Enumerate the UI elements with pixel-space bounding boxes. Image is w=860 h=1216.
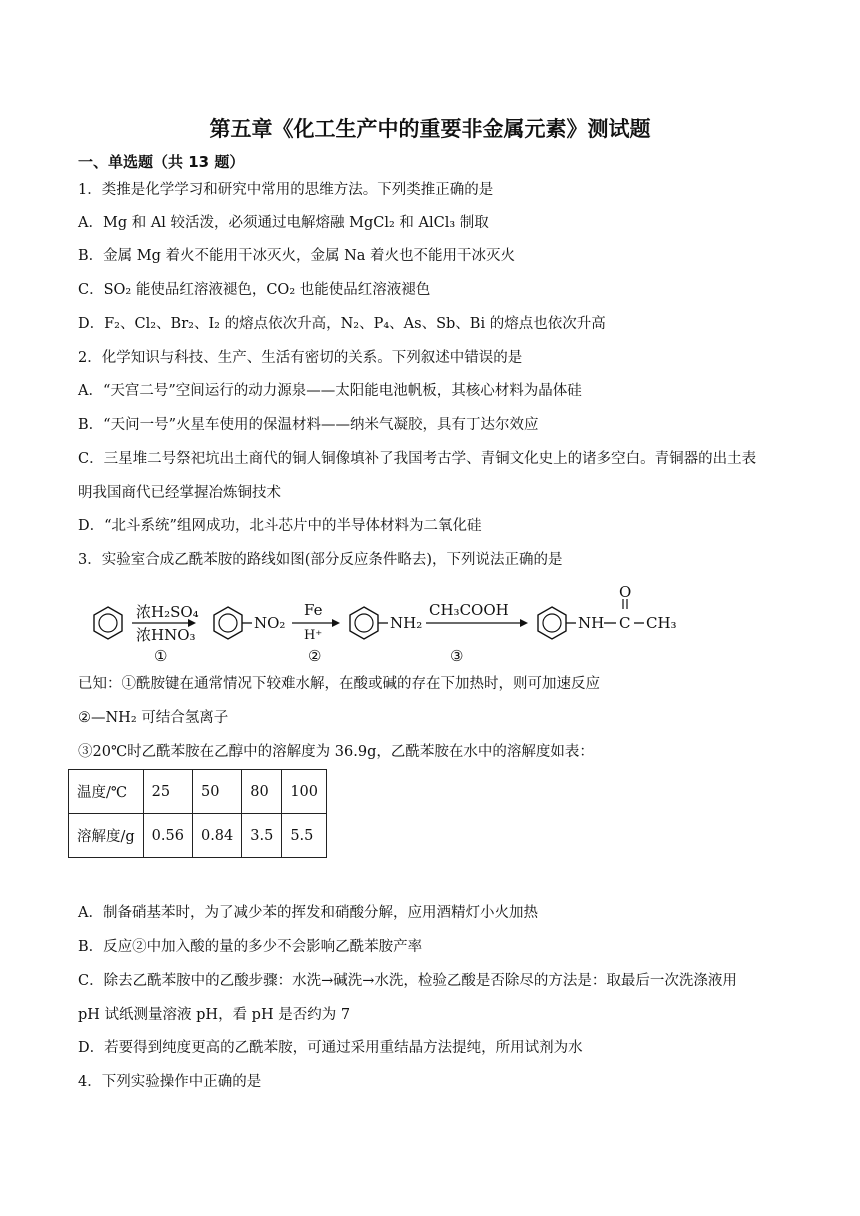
table-cell: 80: [242, 770, 282, 814]
table-cell: 100: [282, 770, 327, 814]
q1-stem: 1．类推是化学学习和研究中常用的思维方法。下列类推正确的是: [78, 182, 494, 198]
benzene-ring-1: [94, 607, 122, 639]
benzene-ring-3: [350, 607, 378, 639]
q2-option-d: D．“北斗系统”组网成功，北斗芯片中的半导体材料为二氧化硅: [78, 518, 482, 534]
q3-known-2: ②—NH₂ 可结合氢离子: [78, 710, 229, 726]
nitro-group: NO₂: [254, 614, 286, 632]
step-1-label: ①: [154, 647, 168, 665]
q1-option-d: D．F₂、Cl₂、Br₂、I₂ 的熔点依次升高，N₂、P₄、As、Sb、Bi 的熔点也依次升高: [78, 316, 606, 332]
benzene-ring-4: [538, 607, 566, 639]
reagent-2-bottom: H⁺: [304, 628, 323, 643]
q1-option-b: B．金属 Mg 着火不能用干冰灭火，金属 Na 着火也不能用干冰灭火: [78, 248, 516, 264]
reagent-2-top: Fe: [304, 601, 323, 619]
table-cell: 溶解度/g: [69, 814, 144, 858]
q3-option-c-line1: C．除去乙酰苯胺中的乙酸步骤：水洗→碱洗→水洗，检验乙酸是否除尽的方法是：取最后一次洗涤液用: [78, 973, 737, 989]
q3-option-c-line2: pH 试纸测量溶液 pH，看 pH 是否约为 7: [78, 1007, 351, 1023]
table-cell: 0.56: [143, 814, 192, 858]
product-methyl: CH₃: [646, 614, 677, 632]
q1-option-a: A．Mg 和 Al 较活泼，必须通过电解熔融 MgCl₂ 和 AlCl₃ 制取: [78, 215, 489, 231]
page-title: 第五章《化工生产中的重要非金属元素》测试题: [209, 117, 651, 141]
q3-known-3: ③20℃时乙酰苯胺在乙醇中的溶解度为 36.9g，乙酰苯胺在水中的溶解度如表：: [78, 744, 594, 760]
product-carbonyl-o: O: [619, 585, 632, 601]
q2-option-c-line1: C．三星堆二号祭祀坑出土商代的铜人铜像填补了我国考古学、青铜文化史上的诸多空白。青铜器的出土表: [78, 451, 757, 467]
q3-option-a: A．制备硝基苯时，为了减少苯的挥发和硝酸分解，应用酒精灯小火加热: [78, 905, 538, 921]
q3-option-d: D．若要得到纯度更高的乙酰苯胺，可通过采用重结晶方法提纯，所用试剂为水: [78, 1040, 583, 1056]
solubility-table: [68, 769, 327, 858]
q3-stem: 3．实验室合成乙酰苯胺的路线如图(部分反应条件略去)，下列说法正确的是: [78, 552, 563, 568]
q3-known-1: 已知：①酰胺键在通常情况下较难水解，在酸或碱的存在下加热时，则可加速反应: [78, 676, 600, 692]
q2-option-c-line2: 明我国商代已经掌握冶炼铜技术: [78, 485, 281, 501]
section-heading: 一、单选题（共 13 题）: [78, 153, 245, 171]
amino-group: NH₂: [390, 614, 423, 632]
table-cell: 温度/℃: [69, 770, 144, 814]
table-cell: 3.5: [242, 814, 282, 858]
table-row: [69, 770, 327, 814]
table-cell: 0.84: [192, 814, 241, 858]
table-cell: 50: [192, 770, 241, 814]
reagent-1-top: 浓H₂SO₄: [136, 603, 199, 621]
q3-option-b: B．反应②中加入酸的量的多少不会影响乙酰苯胺产率: [78, 939, 423, 955]
benzene-ring-2: [214, 607, 242, 639]
q4-stem: 4．下列实验操作中正确的是: [78, 1074, 262, 1090]
product-nh: NH: [578, 614, 605, 632]
q2-stem: 2．化学知识与科技、生产、生活有密切的关系。下列叙述中错误的是: [78, 350, 523, 366]
table-cell: 25: [143, 770, 192, 814]
reagent-3-top: CH₃COOH: [429, 601, 509, 619]
reaction-scheme: [84, 585, 704, 665]
product-carbonyl-c: C: [619, 614, 631, 632]
reagent-1-bottom: 浓HNO₃: [136, 626, 196, 644]
table-row: [69, 814, 327, 858]
q2-option-a: A．“天宫二号”空间运行的动力源泉——太阳能电池帆板，其核心材料为晶体硅: [78, 383, 582, 399]
step-2-label: ②: [308, 647, 322, 665]
q1-option-c: C．SO₂ 能使品红溶液褪色，CO₂ 也能使品红溶液褪色: [78, 282, 431, 298]
step-3-label: ③: [450, 647, 464, 665]
q2-option-b: B．“天问一号”火星车使用的保温材料——纳米气凝胶，具有丁达尔效应: [78, 417, 539, 433]
table-cell: 5.5: [282, 814, 327, 858]
